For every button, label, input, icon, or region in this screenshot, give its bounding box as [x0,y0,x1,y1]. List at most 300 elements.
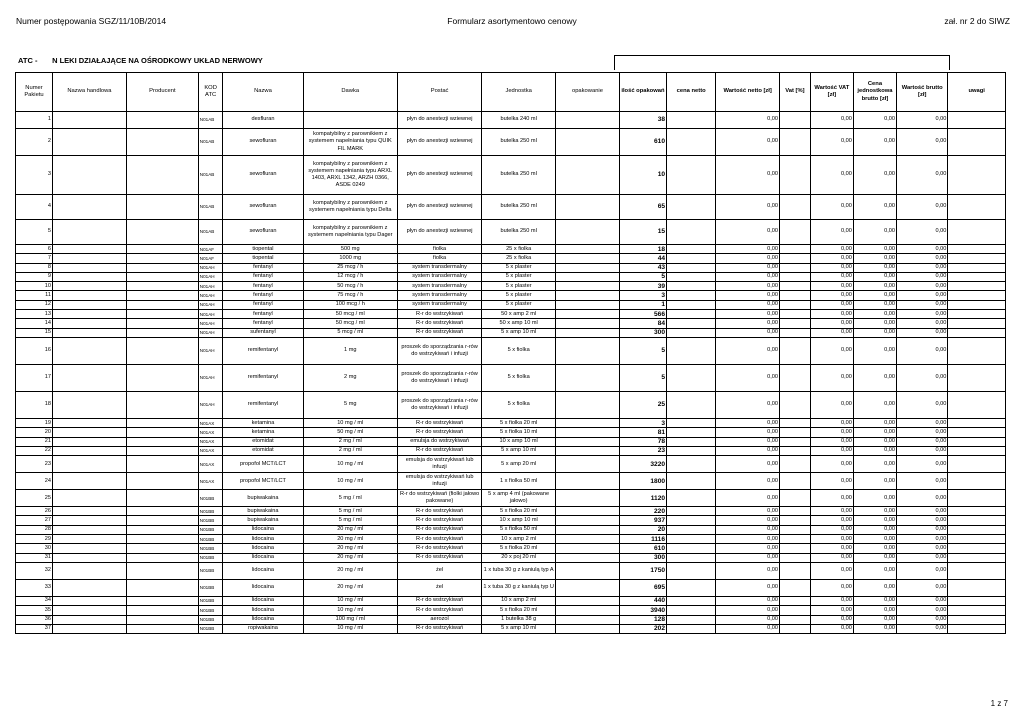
cell-empty [948,319,1006,328]
cell-qty: 38 [619,112,666,129]
cell-empty [948,507,1006,516]
cell-empty [556,245,620,254]
cell-vat-val: 0,00 [810,437,853,446]
cell-empty [948,272,1006,281]
cell-empty [779,220,810,245]
cell-dose: 20 mg / ml [303,562,397,579]
cell-empty [948,516,1006,525]
cell-netto: 0,00 [716,615,780,624]
cell-atc: N01BB [198,579,223,596]
cell-empty [126,129,198,156]
table-row [16,328,1006,337]
cell-empty [667,553,716,562]
cell-brutto: 0,00 [897,263,948,272]
cell-no: 5 [16,220,53,245]
table-row [16,391,1006,418]
cell-dose: 20 mg / ml [303,553,397,562]
cell-brutto-unit: 0,00 [853,615,896,624]
cell-empty [126,525,198,534]
cell-empty [667,606,716,615]
cell-netto: 0,00 [716,300,780,309]
cell-unit: 5 x plaster [482,282,556,291]
cell-dose [303,112,397,129]
cell-atc: N01AH [198,319,223,328]
table-row [16,516,1006,525]
cell-empty [948,535,1006,544]
cell-vat-val: 0,00 [810,328,853,337]
cell-empty [556,446,620,455]
cell-no: 34 [16,596,53,605]
cell-unit: 25 x fiolka [482,245,556,254]
cell-empty [126,220,198,245]
cell-empty [948,615,1006,624]
cell-vat-val: 0,00 [810,579,853,596]
cell-no: 14 [16,319,53,328]
cell-empty [52,615,126,624]
cell-empty [667,579,716,596]
page-number: 1 z 7 [990,699,1008,708]
cell-brutto-unit: 0,00 [853,254,896,263]
cell-brutto: 0,00 [897,615,948,624]
cell-qty: 1 [619,300,666,309]
cell-name: lidocaina [223,615,303,624]
cell-netto: 0,00 [716,263,780,272]
cell-empty [126,254,198,263]
cell-unit: 5 x fiolka [482,391,556,418]
cell-name: sufentanyl [223,328,303,337]
cell-name: fentanyl [223,263,303,272]
cell-form: system transdermalny [397,291,481,300]
cell-empty [948,263,1006,272]
cell-atc: N01BB [198,535,223,544]
cell-form: system transdermalny [397,282,481,291]
cell-vat-val: 0,00 [810,562,853,579]
cell-vat-val: 0,00 [810,195,853,220]
cell-name: lidocaina [223,525,303,534]
cell-atc: N01AH [198,337,223,364]
cell-empty [556,606,620,615]
cell-empty [556,328,620,337]
col-header: Dawka [303,73,397,112]
cell-qty: 65 [619,195,666,220]
cell-form: R-r do wstrzykiwań (fiolki jałowo pakowane) [397,490,481,507]
cell-empty [667,428,716,437]
cell-empty [948,446,1006,455]
cell-dose: 2 mg / ml [303,437,397,446]
cell-name: etomidat [223,446,303,455]
cell-empty [779,437,810,446]
header-row [16,73,1006,112]
cell-brutto: 0,00 [897,490,948,507]
cell-form: R-r do wstrzykiwań [397,328,481,337]
cell-empty [779,428,810,437]
cell-empty [126,596,198,605]
cell-dose: kompatybilny z parownikiem z systemem napełniania typu QUIK FIL MARK [303,129,397,156]
col-header: ilość opakowań [619,73,666,112]
cell-empty [556,391,620,418]
cell-empty [779,156,810,195]
cell-empty [667,437,716,446]
cell-empty [52,310,126,319]
cell-vat-val: 0,00 [810,535,853,544]
cell-unit: 5 x fiolka [482,337,556,364]
cell-dose: 1 mg [303,337,397,364]
cell-empty [556,525,620,534]
cell-name: ketamina [223,418,303,427]
cell-unit: 5 x fiolka 20 ml [482,606,556,615]
cell-no: 33 [16,579,53,596]
cell-vat-val: 0,00 [810,112,853,129]
table-row [16,535,1006,544]
cell-empty [667,624,716,633]
col-header: Vat [%] [779,73,810,112]
cell-empty [667,473,716,490]
cell-empty [556,300,620,309]
cell-atc: N01AB [198,112,223,129]
cell-unit: butelka 240 ml [482,112,556,129]
cell-brutto-unit: 0,00 [853,156,896,195]
cell-name: fentanyl [223,319,303,328]
cell-qty: 43 [619,263,666,272]
cell-empty [52,220,126,245]
cell-empty [52,195,126,220]
cell-empty [948,112,1006,129]
cell-no: 28 [16,525,53,534]
form-title: Formularz asortymentowo cenowy [447,16,577,26]
cell-name: lidocaina [223,596,303,605]
cell-empty [667,220,716,245]
cell-empty [556,220,620,245]
cell-brutto: 0,00 [897,391,948,418]
cell-unit: 1 x tuba 30 g z kaniulą typ U [482,579,556,596]
cell-dose: kompatybilny z parownikiem z systemem napełniania typu Dager [303,220,397,245]
cell-no: 36 [16,615,53,624]
cell-empty [52,507,126,516]
cell-brutto: 0,00 [897,596,948,605]
cell-no: 37 [16,624,53,633]
cell-form: R-r do wstrzykiwań [397,553,481,562]
cell-vat-val: 0,00 [810,310,853,319]
cell-form: system transdermalny [397,300,481,309]
cell-empty [667,525,716,534]
cell-netto: 0,00 [716,507,780,516]
cell-empty [52,156,126,195]
table-row [16,418,1006,427]
cell-empty [52,245,126,254]
cell-dose: 25 mcg / h [303,263,397,272]
cell-empty [126,535,198,544]
cell-empty [556,428,620,437]
cell-dose: 5 mg / ml [303,490,397,507]
table-row [16,337,1006,364]
cell-brutto: 0,00 [897,272,948,281]
cell-form: płyn do anestezji wziewnej [397,129,481,156]
cell-empty [948,282,1006,291]
cell-vat-val: 0,00 [810,596,853,605]
cell-qty: 5 [619,272,666,281]
cell-no: 16 [16,337,53,364]
cell-brutto: 0,00 [897,446,948,455]
cell-name: bupiwakaina [223,490,303,507]
cell-empty [948,391,1006,418]
cell-qty: 20 [619,525,666,534]
cell-dose: 100 mcg / h [303,300,397,309]
cell-form: R-r do wstrzykiwań [397,596,481,605]
cell-empty [779,112,810,129]
cell-vat-val: 0,00 [810,300,853,309]
cell-empty [556,437,620,446]
cell-dose: 20 mg / ml [303,579,397,596]
cell-qty: 128 [619,615,666,624]
cell-unit: 50 x amp 10 ml [482,319,556,328]
cell-qty: 23 [619,446,666,455]
cell-brutto-unit: 0,00 [853,220,896,245]
cell-dose: kompatybilny z parownikiem z systemem napełniania typu ARXL 1403, ARXL 1342, ARZH 0366, ASDE 0249 [303,156,397,195]
cell-qty: 220 [619,507,666,516]
cell-no: 31 [16,553,53,562]
cell-dose: 12 mcg / h [303,272,397,281]
cell-netto: 0,00 [716,291,780,300]
cell-vat-val: 0,00 [810,606,853,615]
cell-qty: 695 [619,579,666,596]
cell-qty: 610 [619,544,666,553]
cell-dose: 5 mcg / ml [303,328,397,337]
cell-empty [948,337,1006,364]
cell-vat-val: 0,00 [810,525,853,534]
cell-brutto-unit: 0,00 [853,437,896,446]
cell-unit: 20 x poj 20 ml [482,553,556,562]
cell-empty [779,328,810,337]
cell-atc: N01BB [198,562,223,579]
cell-vat-val: 0,00 [810,156,853,195]
cell-empty [948,428,1006,437]
cell-qty: 18 [619,245,666,254]
table-row [16,606,1006,615]
cell-form: proszek do sporządzania r-rów do wstrzykiwań i infuzji [397,391,481,418]
cell-qty: 3940 [619,606,666,615]
cell-empty [667,263,716,272]
cell-form: emulsja do wstrzykiwań [397,437,481,446]
cell-empty [779,544,810,553]
cell-empty [52,282,126,291]
col-header: Wartość brutto [zł] [897,73,948,112]
cell-name: fentanyl [223,282,303,291]
cell-form: żel [397,562,481,579]
cell-empty [556,544,620,553]
col-header: cena netto [667,73,716,112]
cell-empty [667,418,716,427]
cell-brutto: 0,00 [897,220,948,245]
cell-dose: 5 mg / ml [303,516,397,525]
cell-form: fiolka [397,254,481,263]
cell-atc: N01AB [198,220,223,245]
cell-empty [52,112,126,129]
cell-empty [779,418,810,427]
cell-vat-val: 0,00 [810,319,853,328]
cell-form: R-r do wstrzykiwań [397,544,481,553]
cell-empty [667,272,716,281]
cell-no: 32 [16,562,53,579]
col-header: Wartość netto [zł] [716,73,780,112]
cell-unit: butelka 250 ml [482,195,556,220]
cell-atc: N01AB [198,129,223,156]
cell-dose: 5 mg [303,391,397,418]
cell-brutto-unit: 0,00 [853,300,896,309]
cell-empty [667,156,716,195]
cell-empty [52,490,126,507]
cell-dose: 50 mg / ml [303,428,397,437]
cell-empty [126,291,198,300]
cell-no: 11 [16,291,53,300]
cell-qty: 3 [619,291,666,300]
cell-empty [667,596,716,605]
cell-no: 12 [16,300,53,309]
cell-form: R-r do wstrzykiwań [397,428,481,437]
cell-no: 3 [16,156,53,195]
cell-no: 1 [16,112,53,129]
cell-empty [948,544,1006,553]
cell-empty [667,195,716,220]
table-row [16,300,1006,309]
cell-unit: 5 x amp 10 ml [482,624,556,633]
cell-empty [126,516,198,525]
cell-netto: 0,00 [716,473,780,490]
cell-empty [556,310,620,319]
table-row [16,596,1006,605]
cell-empty [667,337,716,364]
cell-empty [126,428,198,437]
cell-empty [556,535,620,544]
cell-empty [52,291,126,300]
cell-qty: 78 [619,437,666,446]
cell-qty: 84 [619,319,666,328]
cell-netto: 0,00 [716,418,780,427]
cell-atc: N01AF [198,254,223,263]
cell-empty [948,300,1006,309]
cell-empty [779,553,810,562]
cell-netto: 0,00 [716,456,780,473]
cell-empty [779,579,810,596]
cell-dose: 10 mg / ml [303,624,397,633]
cell-dose: 50 mcg / ml [303,310,397,319]
cell-atc: N01AH [198,328,223,337]
cell-dose: 500 mg [303,245,397,254]
table-row [16,544,1006,553]
cell-empty [779,624,810,633]
cell-empty [52,446,126,455]
cell-atc: N01AX [198,428,223,437]
cell-empty [556,553,620,562]
cell-empty [667,615,716,624]
cell-empty [779,615,810,624]
cell-no: 13 [16,310,53,319]
cell-empty [667,535,716,544]
cell-form: płyn do anestezji wziewnej [397,195,481,220]
cell-vat-val: 0,00 [810,391,853,418]
cell-netto: 0,00 [716,328,780,337]
cell-brutto: 0,00 [897,328,948,337]
cell-name: sewofluran [223,220,303,245]
table-row [16,473,1006,490]
cell-form: R-r do wstrzykiwań [397,310,481,319]
cell-netto: 0,00 [716,391,780,418]
cell-vat-val: 0,00 [810,553,853,562]
cell-empty [556,473,620,490]
cell-brutto-unit: 0,00 [853,328,896,337]
cell-no: 2 [16,129,53,156]
cell-form: R-r do wstrzykiwań [397,319,481,328]
cell-empty [52,364,126,391]
cell-empty [52,437,126,446]
cell-empty [126,310,198,319]
cell-no: 19 [16,418,53,427]
cell-form: proszek do sporządzania r-rów do wstrzykiwań i infuzji [397,364,481,391]
cell-netto: 0,00 [716,129,780,156]
cell-name: fentanyl [223,291,303,300]
cell-name: lidocaina [223,553,303,562]
cell-vat-val: 0,00 [810,272,853,281]
cell-empty [667,562,716,579]
cell-name: bupiwakaina [223,516,303,525]
cell-empty [126,319,198,328]
section-code: ATC - [18,56,38,65]
cell-empty [556,596,620,605]
cell-atc: N01BB [198,615,223,624]
cell-empty [667,507,716,516]
cell-brutto: 0,00 [897,456,948,473]
cell-netto: 0,00 [716,428,780,437]
cell-netto: 0,00 [716,490,780,507]
cell-empty [667,490,716,507]
table-row [16,428,1006,437]
table-row [16,446,1006,455]
cell-form: R-r do wstrzykiwań [397,624,481,633]
cell-brutto: 0,00 [897,428,948,437]
cell-empty [779,391,810,418]
table-row [16,579,1006,596]
cell-brutto: 0,00 [897,437,948,446]
cell-empty [52,544,126,553]
cell-empty [556,418,620,427]
cell-empty [126,195,198,220]
cell-unit: 10 x amp 2 ml [482,535,556,544]
cell-qty: 300 [619,553,666,562]
cell-atc: N01BB [198,553,223,562]
cell-unit: 5 x plaster [482,272,556,281]
col-header: Jednostka [482,73,556,112]
cell-name: etomidat [223,437,303,446]
table-row [16,562,1006,579]
cell-unit: 50 x amp 2 ml [482,310,556,319]
cell-qty: 3 [619,418,666,427]
cell-unit: 1 x fiolka 50 ml [482,473,556,490]
table-row [16,437,1006,446]
cell-qty: 1750 [619,562,666,579]
cell-qty: 610 [619,129,666,156]
cell-dose: 10 mg / ml [303,606,397,615]
table-row [16,112,1006,129]
cell-empty [667,516,716,525]
cell-empty [948,291,1006,300]
cell-empty [556,337,620,364]
cell-empty [556,254,620,263]
cell-no: 9 [16,272,53,281]
cell-netto: 0,00 [716,220,780,245]
cell-empty [556,490,620,507]
cell-empty [667,245,716,254]
cell-brutto-unit: 0,00 [853,579,896,596]
cell-empty [779,254,810,263]
